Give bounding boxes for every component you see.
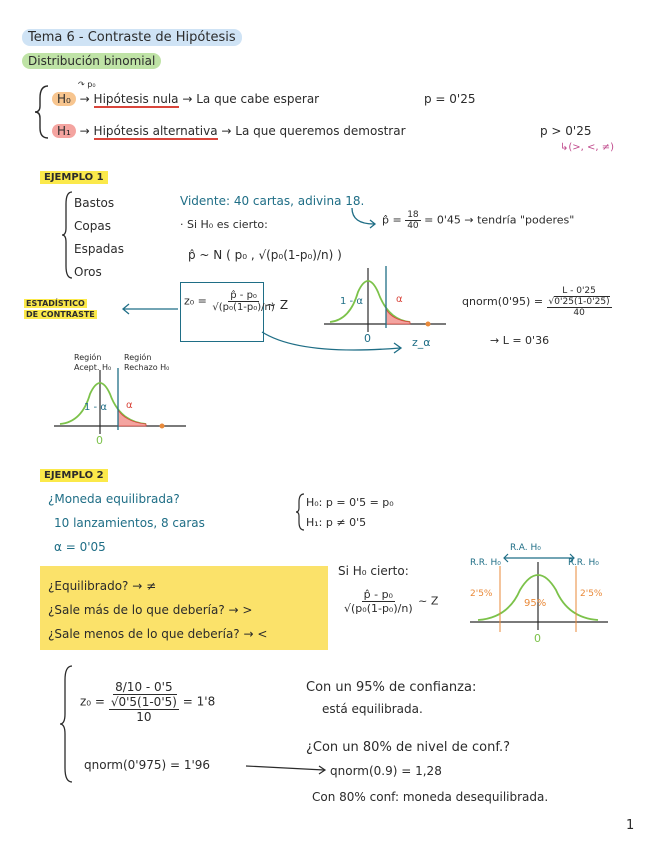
p0-arrow-label: ↷ p₀ bbox=[78, 80, 96, 89]
zero-label: 0 bbox=[364, 332, 371, 345]
suits-brace bbox=[62, 190, 74, 280]
h0-value: p = 0'25 bbox=[424, 92, 476, 106]
h1-options: ↳(>, <, ≠) bbox=[560, 142, 615, 153]
h1-desc: La que queremos demostrar bbox=[235, 124, 406, 138]
z0-calc: z₀ = 8/10 - 0'5 √0'5(1-0'5) 10 = 1'8 bbox=[80, 680, 216, 724]
observed-point bbox=[426, 322, 431, 327]
vidente-text: Vidente: 40 cartas, adivina 18. bbox=[180, 194, 365, 208]
zero-label: 0 bbox=[96, 434, 103, 447]
h1-label: Hipótesis alternativa bbox=[93, 124, 218, 138]
curve-label: 1 - α bbox=[84, 402, 107, 413]
phat-distribution: p̂ ~ N ( p₀ , √(p₀(1-p₀)/n) ) bbox=[188, 248, 342, 262]
page-number: 1 bbox=[626, 818, 635, 833]
suits-list bbox=[74, 192, 124, 284]
example1-label: EJEMPLO 1 bbox=[40, 172, 108, 183]
example2-question: ¿Moneda equilibrada? bbox=[48, 492, 180, 506]
h1-symbol: H₁ bbox=[52, 124, 76, 138]
example2-fraction: $\frac{\text{p̂ - p₀}}{\text{√(p₀(1-p₀)/n)}}$ ~ Z bbox=[344, 588, 439, 615]
note-lines bbox=[48, 574, 267, 646]
normal-curve-two-tailed bbox=[464, 552, 614, 648]
suit-item: Copas bbox=[74, 219, 111, 233]
conf95-line2: está equilibrada. bbox=[322, 702, 423, 716]
suit-item: Oros bbox=[74, 265, 102, 279]
rejection-area bbox=[118, 410, 146, 426]
pct-left-label: 2'5% bbox=[470, 589, 493, 599]
note-line: ¿Sale menos de lo que debería? → < bbox=[48, 627, 268, 641]
calc-brace bbox=[60, 664, 74, 784]
arrow-right-icon bbox=[244, 760, 330, 776]
rr-left-label: R.R. H₀ bbox=[470, 558, 501, 568]
h0-row: H₀ → Hipótesis nula → La que cabe esperar bbox=[52, 92, 319, 106]
hypothesis-brace bbox=[34, 84, 50, 140]
example2-label: EJEMPLO 2 bbox=[40, 470, 108, 481]
phat-calc: p̂ = $\frac{18}{40}$ = 0'45 → tendría "poderes" bbox=[382, 210, 575, 231]
note-line: ¿Equilibrado? → ≠ bbox=[48, 579, 157, 593]
arrow-left-icon bbox=[120, 302, 180, 316]
qnorm-eq: qnorm(0'95) = L - 0'25 √0'25(1-0'25) 40 bbox=[462, 286, 610, 318]
h0-symbol: H₀ bbox=[52, 92, 76, 106]
zero-label: 0 bbox=[534, 632, 541, 645]
pct-mid-label: 95% bbox=[524, 598, 547, 609]
si-h0-text: · Si H₀ es cierto: bbox=[180, 218, 268, 231]
h1-row: H₁ → Hipótesis alternativa → La que queremos demostrar bbox=[52, 124, 406, 138]
suit-item: Espadas bbox=[74, 242, 125, 256]
h-brace bbox=[296, 492, 306, 532]
z-distribution: ~ Z bbox=[266, 298, 289, 312]
conf80-question: ¿Con un 80% de nivel de conf.? bbox=[306, 740, 510, 755]
example2-data: 10 lanzamientos, 8 caras bbox=[54, 516, 205, 530]
rr-right-label: R.R. H₀ bbox=[568, 558, 599, 568]
h0-desc: La que cabe esperar bbox=[196, 92, 320, 106]
example2-alpha: α = 0'05 bbox=[54, 540, 106, 554]
si-h0-cierto: Si H₀ cierto: bbox=[338, 564, 409, 578]
note-line: ¿Sale más de lo que debería? → > bbox=[48, 603, 253, 617]
example2-h0: H₀: p = 0'5 = p₀ bbox=[306, 496, 394, 509]
stat-formula: z₀ = $\frac{\text{p̂ - p₀}}{\text{√(p₀(1-p₀)/n)}}$ bbox=[184, 290, 275, 313]
suit-item: Bastos bbox=[74, 196, 115, 210]
observed-point bbox=[160, 424, 165, 429]
conf80-result: Con 80% conf: moneda desequilibrada. bbox=[312, 790, 549, 804]
curve-label: 1 - α bbox=[340, 296, 363, 307]
section-subtitle: Distribución binomial bbox=[22, 54, 161, 68]
alpha-label: α bbox=[126, 400, 133, 411]
example2-h1: H₁: p ≠ 0'5 bbox=[306, 516, 367, 529]
stat-label: ESTADÍSTICO DE CONTRASTE bbox=[26, 299, 95, 319]
page-title: Tema 6 - Contraste de Hipótesis bbox=[22, 30, 242, 45]
l-result: → L = 0'36 bbox=[490, 334, 550, 347]
conf95-line1: Con un 95% de confianza: bbox=[306, 680, 477, 695]
h0-label: Hipótesis nula bbox=[93, 92, 179, 106]
qnorm-975: qnorm(0'975) = 1'96 bbox=[84, 758, 211, 772]
region-reject-label: Región Rechazo H₀ bbox=[124, 353, 170, 372]
normal-curve-regions bbox=[50, 366, 190, 450]
z-alpha-label: z_α bbox=[412, 336, 431, 349]
h1-value: p > 0'25 bbox=[540, 124, 592, 138]
alpha-label: α bbox=[396, 294, 403, 305]
pct-right-label: 2'5% bbox=[580, 589, 603, 599]
curved-arrow-icon bbox=[350, 206, 380, 230]
ra-center-label: R.A. H₀ bbox=[510, 543, 541, 553]
qnorm-09: qnorm(0.9) = 1,28 bbox=[330, 764, 442, 778]
region-accept-label: Región Acept. H₀ bbox=[74, 353, 112, 372]
